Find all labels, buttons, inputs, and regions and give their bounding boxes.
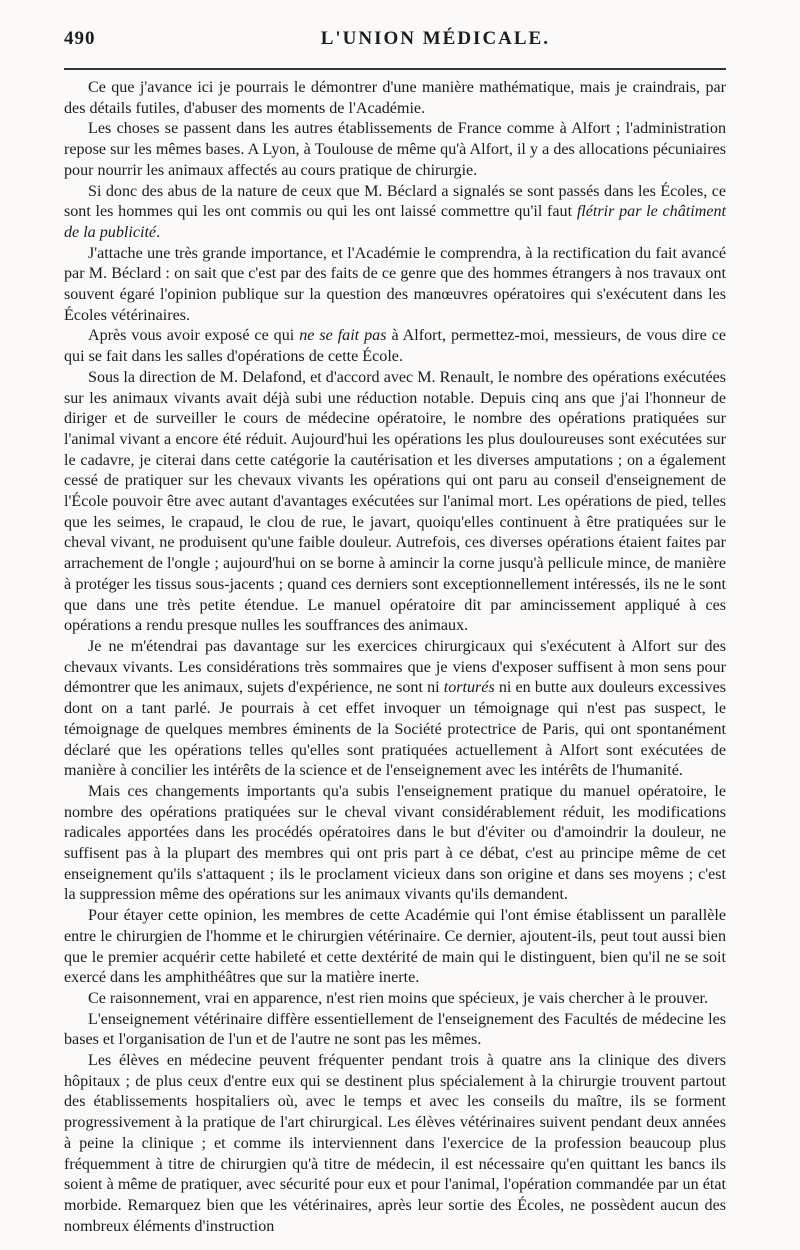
paragraph-text: Ce raisonnement, vrai en apparence, n'est rien moins que spécieux, je vais chercher à le prouver.	[88, 989, 709, 1007]
paragraph-text: Pour étayer cette opinion, les membres de cette Académie qui l'ont émise établissent un parallèle entre le chirurgien de l'homme et le chirurgien vétérinaire. Ce dernier, ajoutent-ils, peut tout aussi bien que le premier acquérir cette habileté et cette dextérité de main qui le distinguent, bien qu'il ne se soit exercé dans les amphithéâtres que sur la matière inerte.	[64, 907, 726, 987]
paragraph	[64, 244, 726, 327]
paragraph-text: J'attache une très grande importance, et l'Académie le comprendra, à la rectification du fait avancé par M. Béclard : on sait que c'est par des faits de ce genre que des hommes étrangers à nos travaux ont souvent égaré l'opinion publique sur la question des manœuvres opératoires qui s'exécutent dans les Écoles vétérinaires.	[64, 244, 726, 324]
page-header	[64, 28, 726, 58]
paragraph	[64, 637, 726, 782]
italic-phrase: torturés	[443, 679, 495, 697]
paragraph-text: Ce que j'avance ici je pourrais le démontrer d'une manière mathématique, mais je craindrais, par des détails futiles, d'abuser des moments de l'Académie.	[64, 79, 726, 117]
paragraph-text: .	[156, 223, 161, 241]
paragraph	[64, 1010, 726, 1051]
paragraph	[64, 326, 726, 367]
italic-phrase: flétrir par le châtiment de la publicité	[64, 203, 726, 241]
body-text	[64, 78, 726, 1237]
paragraph-text: Après vous avoir exposé ce qui	[88, 327, 300, 345]
header-rule	[64, 68, 726, 70]
paragraph-text: Si donc des abus de la nature de ceux que M. Béclard a signalés se sont passés dans les Écoles, ce sont les hommes qui les ont commis ou qui les ont laissé commettre qu'il faut	[64, 182, 726, 221]
page-number: 490	[64, 28, 96, 49]
paragraph	[64, 906, 726, 989]
paragraph	[64, 989, 726, 1010]
paragraph	[64, 782, 726, 906]
paragraph-text: Mais ces changements importants qu'a subis l'enseignement pratique du manuel opératoire, le nombre des opérations pratiquées sur le cheval vivant considérablement réduit, les modifications radicales apportées dans les procédés opératoires dans le but d'éviter ou d'amoindrir la douleur, ne suffisent pas à la plupart des membres qui ont pris part à ce débat, c'est au principe même de cet enseignement qu'ils s'attaquent ; ils le proclament vicieux dans son origine et dans ses moyens ; c'est la suppression même des opérations sur les animaux vivants qu'ils demandent.	[64, 782, 726, 904]
paragraph	[64, 78, 726, 119]
paragraph-text: Je ne m'étendrai pas davantage sur les exercices chirurgicaux qui s'exécutent à Alfort sur des chevaux vivants. Les considérations très sommaires que je viens d'exposer suffisent à mon sens pour démontrer que les animaux, sujets d'expérience, ne sont ni	[64, 637, 726, 697]
paragraph	[64, 119, 726, 181]
italic-phrase: ne se fait pas	[299, 327, 387, 345]
running-title: L'UNION MÉDICALE.	[320, 28, 550, 49]
paragraph-text: Sous la direction de M. Delafond, et d'accord avec M. Renault, le nombre des opérations exécutées sur les animaux vivants avait déjà subi une réduction notable. Depuis cinq ans que j'ai l'honneur de diriger et de surveiller le cours de médecine opératoire, le nombre des opérations pratiquées sur l'animal vivant a encore été réduit. Aujourd'hui les opérations les plus douloureuses sont exécutées sur le cadavre, je citerai dans cette catégorie la cautérisation et les diverses amputations ; on a également cessé de pratiquer sur les chevaux vivants les opérations qui ont paru au conseil d'enseignement de l'École pouvoir être avec autant d'avantages exécutées sur l'animal mort. Les opérations de pied, telles que les seimes, le crapaud, le clou de rue, le javart, quoiqu'elles continuent à être pratiquées sur le cheval vivant, ne produisent qu'une faible douleur. Autrefois, ces diverses opérations étaient faites par arrachement de l'ongle ; aujourd'hui on se borne à amincir la corne jusqu'à pellicule mince, de manière à protéger les tissus sous-jacents ; quand ces derniers sont exceptionnellement intéressés, ils ne le sont que dans une très petite étendue. Le manuel opératoire dit par amincissement appliqué à ces opérations a rendu presque nulles les souffrances des animaux.	[64, 368, 726, 635]
paragraph-text: L'enseignement vétérinaire diffère essentiellement de l'enseignement des Facultés de médecine les bases et l'organisation de l'un et de l'autre ne sont pas les mêmes.	[64, 1010, 726, 1049]
paragraph-text: à Alfort, permettez-moi, messieurs, de vous dire ce qui se fait dans les salles d'opérations de cette École.	[64, 327, 726, 366]
paragraph	[64, 182, 726, 244]
paragraph-text: Les choses se passent dans les autres établissements de France comme à Alfort ; l'administration repose sur les mêmes bases. A Lyon, à Toulouse de même qu'à Alfort, il y a des allocations pécuniaires pour nourrir les animaux affectés au cours pratique de chirurgie.	[64, 120, 726, 179]
paragraph	[64, 368, 726, 637]
paragraph-text: ni en butte aux douleurs excessives dont on a tant parlé. Je pourrais à cet effet invoquer un témoignage qui n'est pas suspect, le témoignage de quelques membres éminents de la Société protectrice de Paris, qui ont spontanément déclaré que les opérations telles qu'elles sont pratiquées actuellement à Alfort sont exécutées de manière à concilier les intérêts de la science et de l'enseignement avec les intérêts de l'humanité.	[64, 679, 726, 780]
paragraph	[64, 1051, 726, 1237]
paragraph-text: Les élèves en médecine peuvent fréquenter pendant trois à quatre ans la clinique des divers hôpitaux ; de plus ceux d'entre eux qui se destinent plus spécialement à la chirurgie trouvent partout des établissements hospitaliers où, avec le temps et avec les conseils du maître, ils se forment progressivement à la pratique de l'art chirurgical. Les élèves vétérinaires suivent pendant deux années à peine la clinique ; et comme ils interviennent dans l'exercice de la profession beaucoup plus fréquemment à titre de chirurgien qu'à titre de médecin, il est nécessaire qu'en quittant les bancs ils soient à même de pratiquer, avec sécurité pour eux et pour l'animal, l'opération commandée par un état morbide. Remarquez bien que les vétérinaires, après leur sortie des Écoles, ne possèdent aucun des nombreux éléments d'instruction	[64, 1052, 726, 1235]
